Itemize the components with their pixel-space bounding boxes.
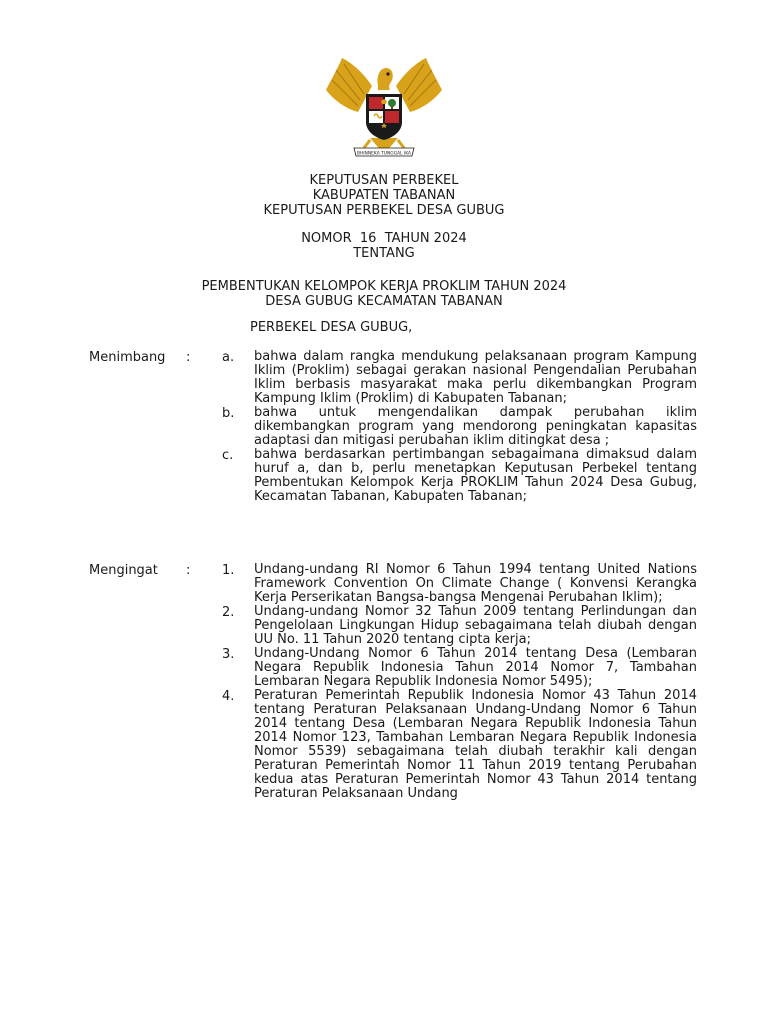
document-header: [0, 173, 768, 218]
issuing-official: PERBEKEL DESA GUBUG,: [250, 320, 413, 335]
item-marker: 3.: [222, 647, 235, 662]
document-number: NOMOR 16 TAHUN 2024: [301, 231, 467, 246]
emblem-motto: BHINNEKA TUNGGAL IKA: [356, 151, 412, 157]
document-number-block: [0, 231, 768, 261]
item-text: bahwa berdasarkan pertimbangan sebagaimana dimaksud dalam huruf a, dan b, perlu menetapkan Keputusan Perbekel tentang Pembentukan Kelompok Kerja PROKLIM Tahun 2024 Desa Gubug, Kecamatan Tabanan, Kabupaten Tabanan;: [254, 447, 697, 504]
header-line-2: KABUPATEN TABANAN: [312, 188, 456, 203]
document-title: [0, 279, 768, 309]
list-item: [222, 605, 697, 647]
list-item: [222, 563, 697, 605]
item-text: Undang-Undang Nomor 6 Tahun 2014 tentang Desa (Lembaran Negara Republik Indonesia Tahun 2014 Nomor 7, Tambahan Lembaran Negara Republik Indonesia Nomor 5495);: [254, 646, 697, 689]
header-line-1: KEPUTUSAN PERBEKEL: [309, 173, 459, 188]
item-marker: 1.: [222, 563, 235, 578]
menimbang-label: Menimbang: [89, 350, 166, 365]
header-line-3: KEPUTUSAN PERBEKEL DESA GUBUG: [263, 203, 505, 218]
list-item: [222, 689, 697, 801]
item-text: bahwa untuk mengendalikan dampak perubahan iklim dikembangkan program yang mendorong peningkatan kapasitas adaptasi dan mitigasi perubahan iklim ditingkat desa ;: [254, 405, 697, 448]
list-item: [222, 350, 697, 406]
list-item: [222, 647, 697, 689]
item-text: Undang-undang Nomor 32 Tahun 2009 tentang Perlindungan dan Pengelolaan Lingkungan Hidup sebagaimana telah diubah dengan UU No. 11 Tahun 2020 tentang cipta kerja;: [254, 604, 697, 647]
tentang-label: TENTANG: [353, 246, 415, 261]
item-text: bahwa dalam rangka mendukung pelaksanaan program Kampung Iklim (Proklim) sebagai gerakan nasional Pengendalian Perubahan Iklim berbasis masyarakat maka perlu dikembangkan Program Kampung Iklim (Proklim) di Kabupaten Tabanan;: [254, 349, 697, 406]
item-marker: c.: [222, 448, 234, 463]
mengingat-label: Mengingat: [89, 563, 158, 578]
menimbang-list: [222, 350, 697, 504]
list-item: [222, 448, 697, 504]
mengingat-list: [222, 563, 697, 801]
garuda-pancasila-emblem: [324, 56, 444, 160]
item-text: Undang-undang RI Nomor 6 Tahun 1994 tentang United Nations Framework Convention On Climate Change ( Konvensi Kerangka Kerja Perserikatan Bangsa-bangsa Mengenai Perubahan Iklim);: [254, 562, 697, 605]
item-text: Peraturan Pemerintah Republik Indonesia Nomor 43 Tahun 2014 tentang Peraturan Pelaksanaan Undang-Undang Nomor 6 Tahun 2014 tentang Desa (Lembaran Negara Republik Indonesia Tahun 2014 Nomor 123, Tambahan Lembaran Negara Republik Indonesia Nomor 5539) sebagaimana telah diubah terakhir kali dengan Peraturan Pemerintah Nomor 11 Tahun 2019 tentang Perubahan kedua atas Peraturan Pemerintah Nomor 43 Tahun 2014 tentang Peraturan Pelaksanaan Undang: [254, 688, 697, 801]
item-marker: 4.: [222, 689, 235, 704]
item-marker: b.: [222, 406, 235, 421]
mengingat-colon: :: [186, 563, 191, 578]
list-item: [222, 406, 697, 448]
item-marker: a.: [222, 350, 235, 365]
title-line-2: DESA GUBUG KECAMATAN TABANAN: [265, 294, 503, 309]
item-marker: 2.: [222, 605, 235, 620]
title-line-1: PEMBENTUKAN KELOMPOK KERJA PROKLIM TAHUN 2024: [201, 279, 567, 294]
menimbang-colon: :: [186, 350, 191, 365]
